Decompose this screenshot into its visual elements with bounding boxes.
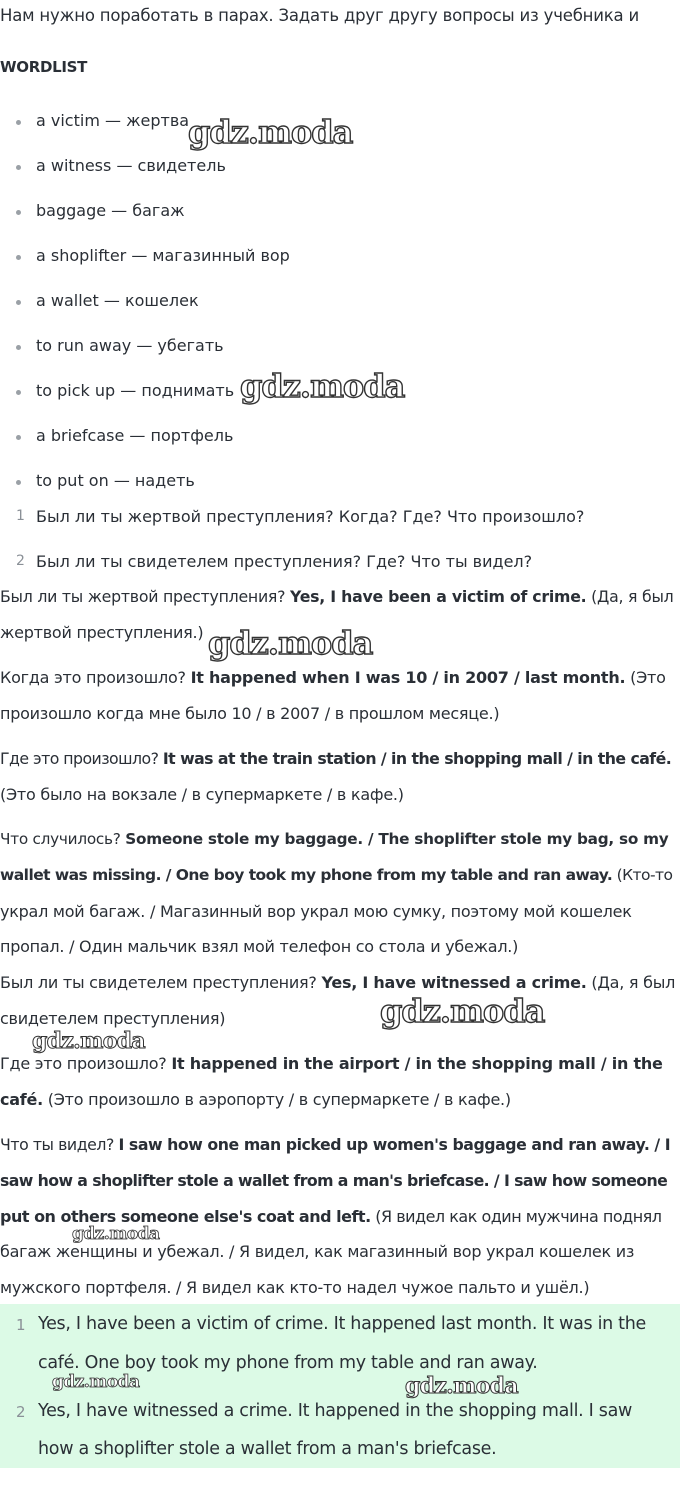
text-line: Что ты видел? I saw how one man picked up women's baggage and ran away. / I [0,1135,671,1154]
text-line: свидетелем преступления) [0,1009,226,1028]
bullet-icon [16,435,21,440]
text-line: wallet was missing. / One boy took my phone from my table and ran away. (Кто-то [0,866,673,884]
text-line: Где это произошло? It happened in the airport / in the shopping mall / in the [0,1054,663,1073]
text-line: Был ли ты свидетелем преступления? Yes, I have witnessed a crime. (Да, я был [0,973,676,992]
text-line: put on others someone else's coat and left. (Я видел как один мужчина поднял [0,1207,662,1226]
text-line: пропал. / Один мальчик взял мой телефон со стола и убежал.) [0,937,519,956]
watermark-logo: gdz.moda [52,1372,140,1392]
bullet-icon [16,345,21,350]
watermark-logo: gdz.moda [380,992,545,1030]
wordlist-title: WORDLIST [0,58,88,76]
bullet-icon [16,390,21,395]
text-line: мужского портфеля. / Я видел как кто-то надел чужое пальто и ушёл.) [0,1278,590,1297]
text-line: Когда это произошло? It happened when I was 10 / in 2007 / last month. (Это [0,668,666,687]
text-line: saw how a shoplifter stole a wallet from a man's briefcase. / I saw how someone [0,1171,668,1190]
watermark-logo: gdz.moda [32,1028,145,1054]
text-line: произошло когда мне было 10 / в 2007 / в прошлом месяце.) [0,704,500,723]
text-line: Где это произошло? It was at the train station / in the shopping mall / in the café. [0,749,672,768]
bullet-icon [16,165,21,170]
watermark-logo: gdz.moda [405,1373,518,1399]
bullet-icon [16,120,21,125]
text-line: (Это было на вокзале / в супермаркете / в кафе.) [0,785,404,804]
watermark-logo: gdz.moda [208,624,373,662]
text-line: Что случилось? Someone stole my baggage. / The shoplifter stole my bag, so my [0,830,669,848]
text-line: café. (Это произошло в аэропорту / в супермаркете / в кафе.) [0,1090,511,1109]
watermark-logo: gdz.moda [240,367,405,405]
page: Нам нужно поработать в парах. Задать друг другу вопросы из учебника и WORDLIST a victim — жертва a witness — свидетель baggage — багаж a shoplifter — магазинный вор a wallet — кошелек to run away — убегать to pick up — поднимать a briefcase — портфель to put on — надеть 1 Был ли ты жертвой преступления? Когда? Где? Что произошло? 2 Был ли ты свидетелем преступления? Где? Что ты видел? Был ли ты жертвой преступления? Yes, I have been a victim of crime. (Да, я был жертвой преступления.) Когда это произошло? It happened when I was 10 / in 2007 / last month. (Это произошло когда мне было 10 / в 2007 / в прошлом месяце.) Где это произошло? It was at the train station / in the shopping mall / in the café. (Это было на вокзале / в супермаркете / в кафе.) Что случилось? Someone stole my baggage. / The shoplifter stole my bag, so my wallet was missing. / One boy took my phone from my table and ran away. (Кто-то украл мой багаж. / Магазинный вор украл мою сумку, поэтому мой кошелек пропал. / Один мальчик взял мой телефон со стола и убежал.) Был ли ты свидетелем преступления? Yes, I have witnessed a crime. (Да, я был свидетелем преступления) Где это произошло? It happened in the airport / in the shopping mall / in the café. (Это произошло в аэропорту / в супермаркете / в кафе.) Что ты видел? I saw how one man picked up women's baggage and ran away. / I saw how a shoplifter stole a wallet from a man's briefcase. / I saw how someone put on others someone else's coat and left. (Я видел как один мужчина поднял багаж женщины и убежал. / Я видел, как магазинный вор украл кошелек из мужского портфеля. / Я видел как кто-то надел чужое пальто и ушёл.) 1 Yes, I have been a victim of crime. It happened last month. It was in the café. One boy took my phone from my table and ran away. 2 Yes, I have witnessed a crime. It happened in the shopping mall. I saw how a shoplifter stole a wallet from a man's briefcase. gdz.moda gdz.moda gdz.moda gdz.moda gdz.moda gdz.moda gdz.moda gdz.moda [0,0,680,1503]
watermark-logo: gdz.moda [188,113,353,151]
text-line: багаж женщины и убежал. / Я видел, как магазинный вор украл кошелек из [0,1242,635,1261]
bullet-icon [16,300,21,305]
text-line: Был ли ты жертвой преступления? Yes, I have been a victim of crime. (Да, я был [0,587,674,606]
intro-text: Нам нужно поработать в парах. Задать друг другу вопросы из учебника и [0,6,640,25]
answers-block: 1 Yes, I have been a victim of crime. It happened last month. It was in the café. One boy took my phone from my table and ran away. 2 Yes, I have witnessed a crime. It happened in the shopping mall. I saw how a shoplifter stole a wallet from a man's briefcase. [0,1304,680,1468]
text-line: украл мой багаж. / Магазинный вор украл мою сумку, поэтому мой кошелек [0,902,632,921]
bullet-icon [16,210,21,215]
bullet-icon [16,480,21,485]
bullet-icon [16,255,21,260]
text-line: жертвой преступления.) [0,623,204,642]
watermark-logo: gdz.moda [72,1224,160,1244]
